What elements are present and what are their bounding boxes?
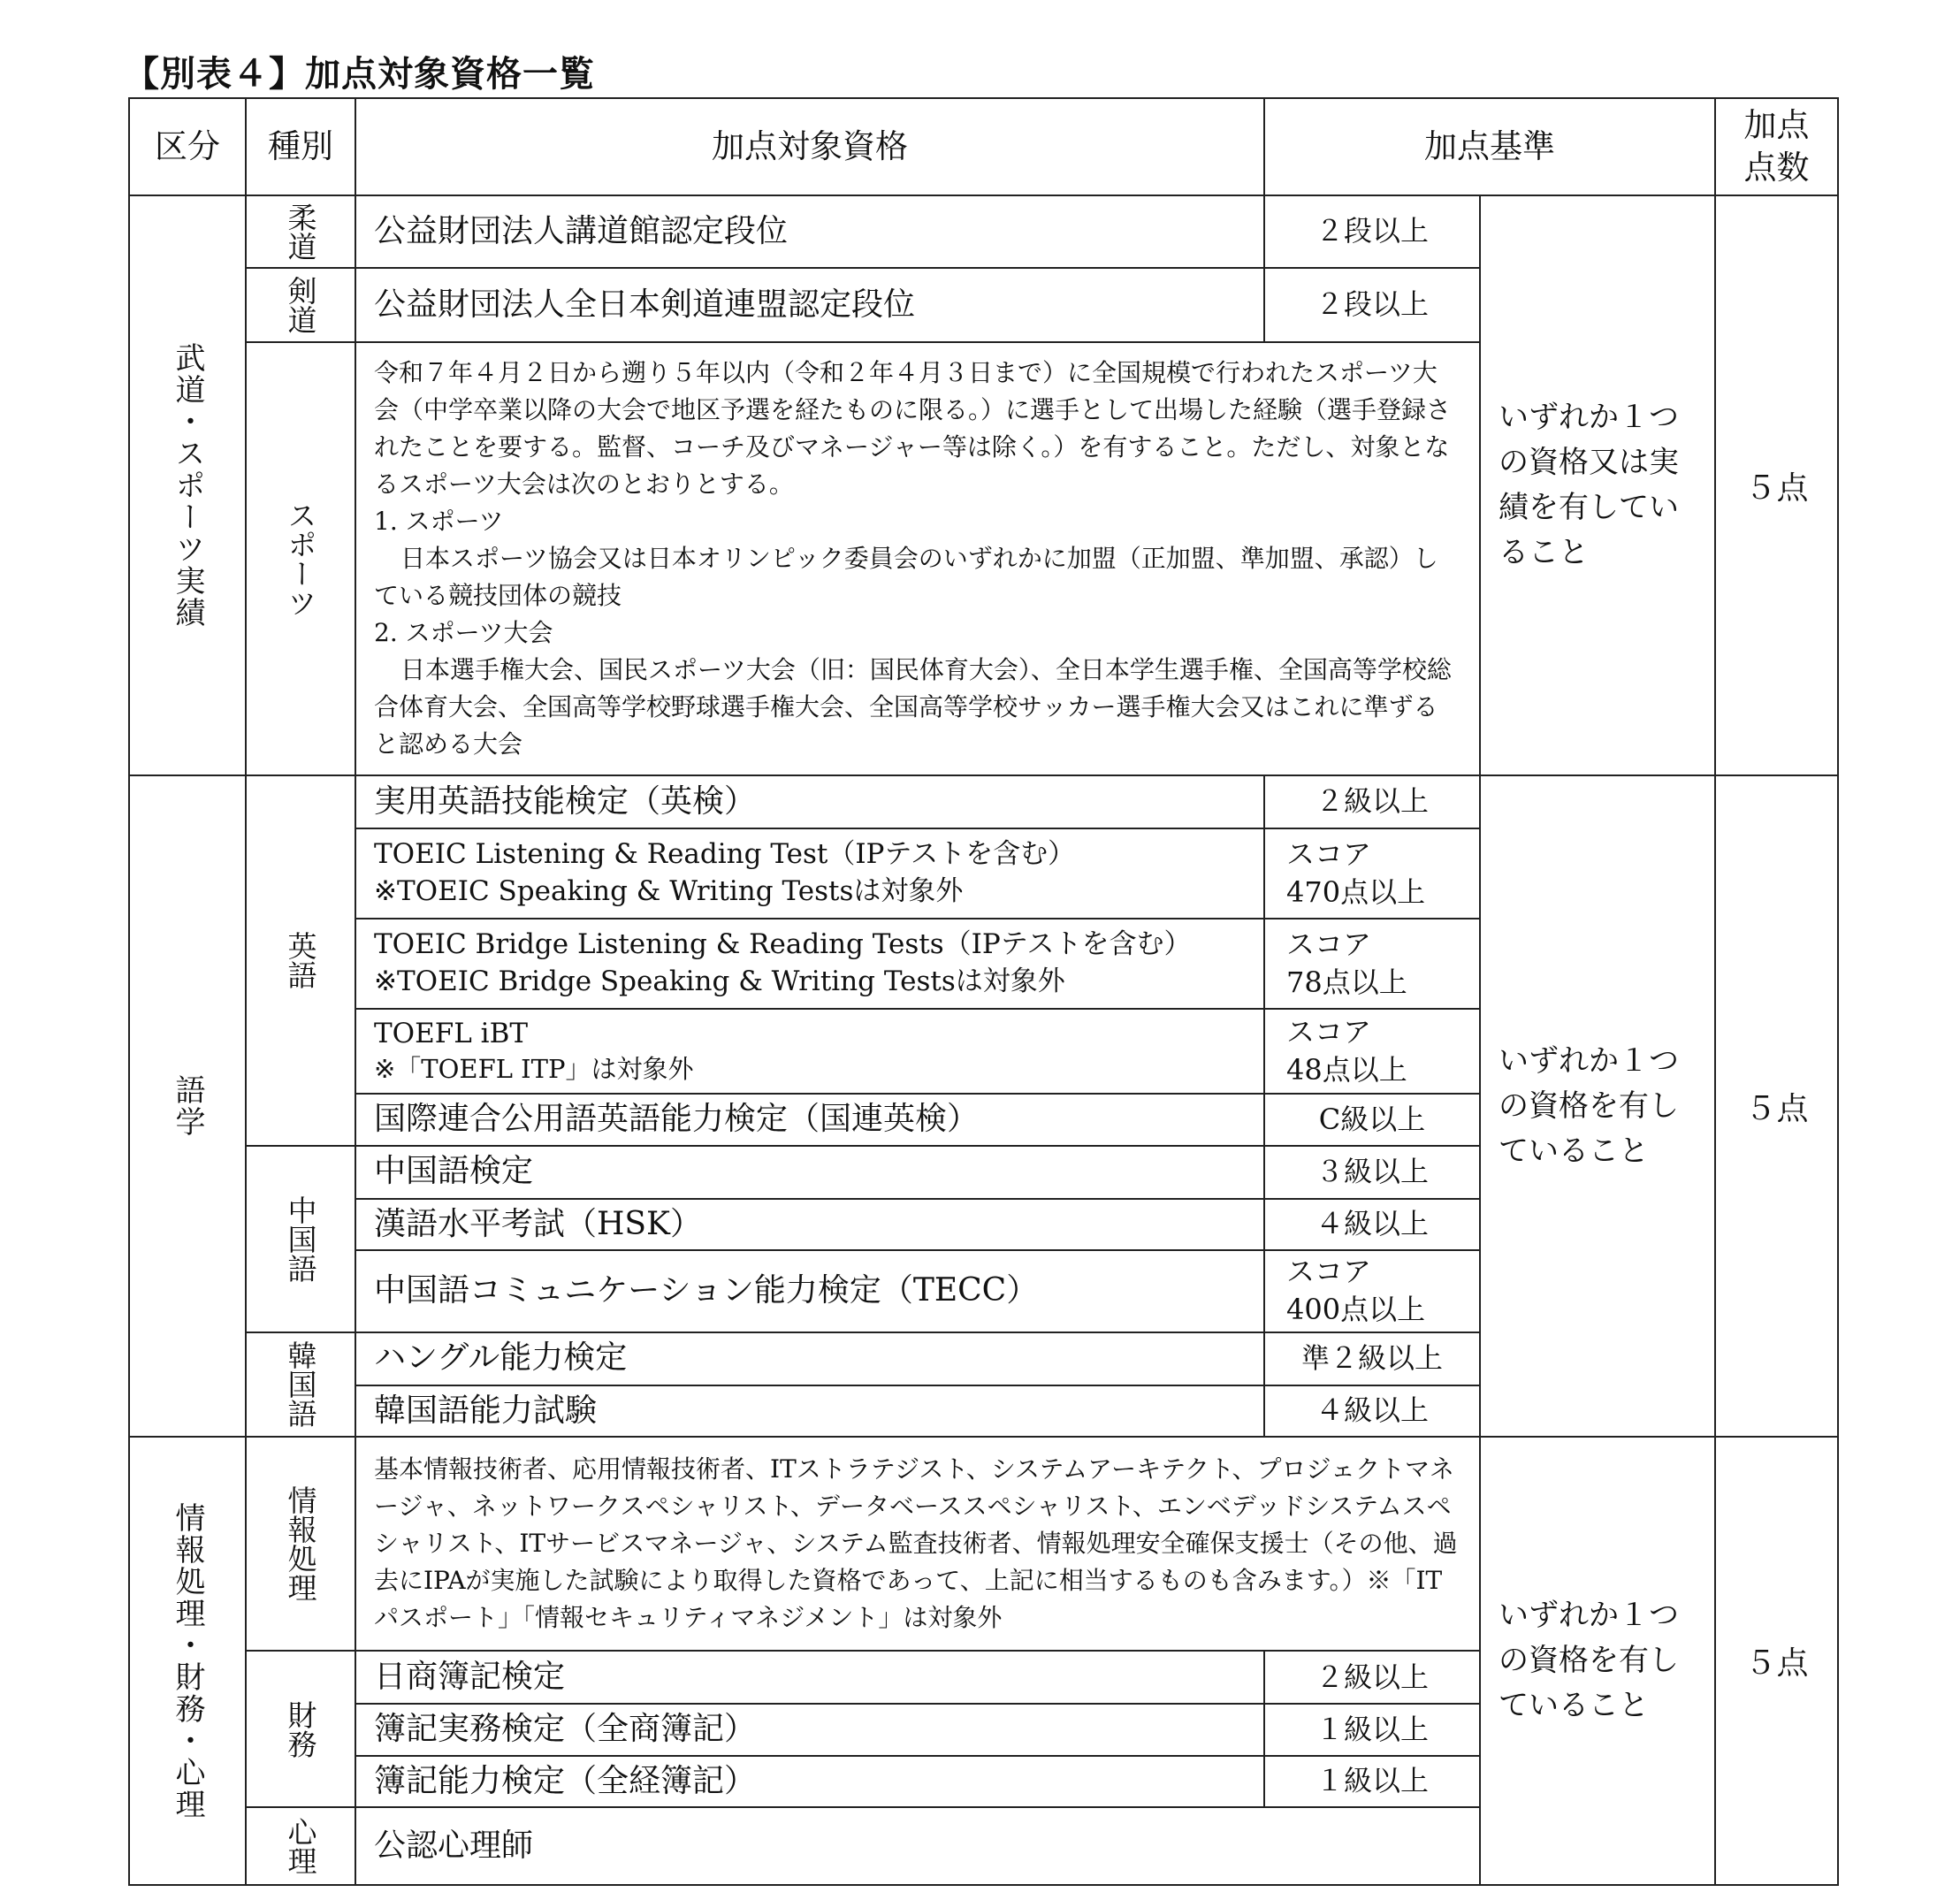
points-info: ５点 [1744,1645,1809,1683]
type-it: 情報処理 [283,1485,318,1603]
standard-toefl [1264,1009,1480,1094]
header-standard: 加点基準 [1264,98,1715,195]
standard-bridge-score: 78点以上 [1286,965,1407,999]
toeic-line2: ※TOEIC Speaking & Writing Testsは対象外 [374,875,964,907]
toefl-line1: TOEFL iBT [374,1017,529,1049]
qualification-hsk: 漢語水平考試（HSK） [355,1199,1264,1251]
type-judo: 柔道 [283,202,318,261]
qualification-hangul: ハングル能力検定 [355,1332,1264,1385]
standard-tecc [1264,1250,1480,1332]
qualification-judo: 公益財団法人講道館認定段位 [355,195,1264,268]
standard-zensho: １級以上 [1264,1704,1480,1756]
sports-item2-body: 日本選手権大会、国民スポーツ大会（旧：国民体育大会）、全日本学生選手権、全国高等学校総合体育大会、全国高等学校野球選手権大会、全国高等学校サッカー選手権大会又はこれに準ずると認める大会 [374,655,1452,759]
qualification-it-text: 基本情報技術者、応用情報技術者、ITストラテジスト、システムアーキテクト、プロジェクトマネージャ、ネットワークスペシャリスト、データベーススペシャリスト、エンベデッドシステムスペシャリスト、ITサービスマネージャ、システム監査技術者、情報処理安全確保支援士（その他、過去にIPAが実施した試験により取得した資格であって、上記に相当するものも含みます。）※「ITパスポート」「情報セキュリティマネジメント」は対象外 [355,1437,1480,1651]
bridge-line2: ※TOEIC Bridge Speaking & Writing Testsは対象外 [374,965,1065,997]
qualification-toeic [355,828,1264,919]
qualification-eiken: 実用英語技能検定（英検） [355,775,1264,828]
standard-hangul: 準２級以上 [1264,1332,1480,1385]
table-row [129,775,1838,828]
header-points: 加点点数 [1743,105,1810,187]
qualification-table [128,97,1839,1886]
type-korean: 韓国語 [283,1340,318,1429]
qualification-zenkei: 簿記能力検定（全経簿記） [355,1756,1264,1808]
sports-item2-head: 2. スポーツ大会 [374,618,553,647]
standard-toeic [1264,828,1480,919]
type-psych: 心理 [283,1817,318,1876]
header-qualification: 加点対象資格 [355,98,1264,195]
qualification-tecc: 中国語コミュニケーション能力検定（TECC） [355,1250,1264,1332]
standard-tecc-label: スコア [1286,1255,1372,1289]
header-row [129,98,1838,195]
sports-item1-head: 1. スポーツ [374,507,504,536]
qualification-chinese-kentei: 中国語検定 [355,1146,1264,1199]
criterion-sports: いずれか１つの資格又は実績を有していること [1499,400,1679,570]
sports-item1-body: 日本スポーツ協会又は日本オリンピック委員会のいずれかに加盟（正加盟、準加盟、承認）している競技団体の競技 [374,544,1438,610]
standard-toeic-bridge [1264,919,1480,1009]
points-sports: ５点 [1744,469,1809,507]
bridge-line1: TOEIC Bridge Listening & Reading Tests（IPテストを含む） [374,928,1192,961]
standard-toefl-score: 48点以上 [1286,1053,1407,1087]
type-kendo: 剣道 [283,276,318,334]
standard-toeic-label: スコア [1286,836,1372,871]
toefl-line2: ※「TOEFL ITP」は対象外 [374,1054,694,1085]
qualification-topik: 韓国語能力試験 [355,1385,1264,1438]
type-finance: 財務 [283,1699,318,1759]
qualification-un-eiken: 国際連合公用語英語能力検定（国連英検） [355,1094,1264,1146]
standard-un-eiken: C級以上 [1264,1094,1480,1146]
qualification-psych: 公認心理師 [355,1807,1480,1885]
category-sports: 武道・スポーツ実績 [170,342,205,629]
qualification-kendo: 公益財団法人全日本剣道連盟認定段位 [355,268,1264,342]
page-title: 【別表４】加点対象資格一覧 [124,54,595,95]
criterion-info: いずれか１つの資格を有していること [1499,1598,1679,1724]
table-row [129,1437,1838,1651]
qualification-toefl [355,1009,1264,1094]
table-row [129,195,1838,268]
standard-chinese-kentei: ３級以上 [1264,1146,1480,1199]
standard-hsk: ４級以上 [1264,1199,1480,1251]
qualification-sports-text [355,342,1480,775]
criterion-language: いずれか１つの資格を有していること [1499,1042,1679,1169]
standard-kendo: ２段以上 [1264,268,1480,342]
standard-eiken: ２級以上 [1264,775,1480,828]
qualification-toeic-bridge [355,919,1264,1009]
standard-tecc-score: 400点以上 [1286,1293,1426,1327]
points-language: ５点 [1744,1090,1809,1127]
standard-boki: ２級以上 [1264,1651,1480,1704]
type-english: 英語 [283,931,318,990]
toeic-line1: TOEIC Listening & Reading Test（IPテストを含む） [374,838,1076,871]
standard-judo: ２段以上 [1264,195,1480,268]
qualification-zensho: 簿記実務検定（全商簿記） [355,1704,1264,1756]
standard-bridge-label: スコア [1286,927,1372,961]
standard-toeic-score: 470点以上 [1286,875,1426,909]
standard-zenkei: １級以上 [1264,1756,1480,1808]
header-type: 種別 [246,98,355,195]
standard-topik: ４級以上 [1264,1385,1480,1438]
sports-intro: 令和７年４月２日から遡り５年以内（令和２年４月３日まで）に全国規模で行われたスポーツ大会（中学卒業以降の大会で地区予選を経たものに限る。）に選手として出場した経験（選手登録されたことを要する。監督、コーチ及びマネージャー等は除く。）を有すること。ただし、対象となるスポーツ大会は次のとおりとする。 [374,358,1452,499]
header-category: 区分 [129,98,246,195]
category-info: 情報処理・財務・心理 [170,1501,205,1820]
type-chinese: 中国語 [283,1194,318,1283]
category-language: 語学 [170,1074,205,1139]
standard-toefl-label: スコア [1286,1014,1372,1049]
type-sports: スポーツ [283,500,318,617]
qualification-boki: 日商簿記検定 [355,1651,1264,1704]
